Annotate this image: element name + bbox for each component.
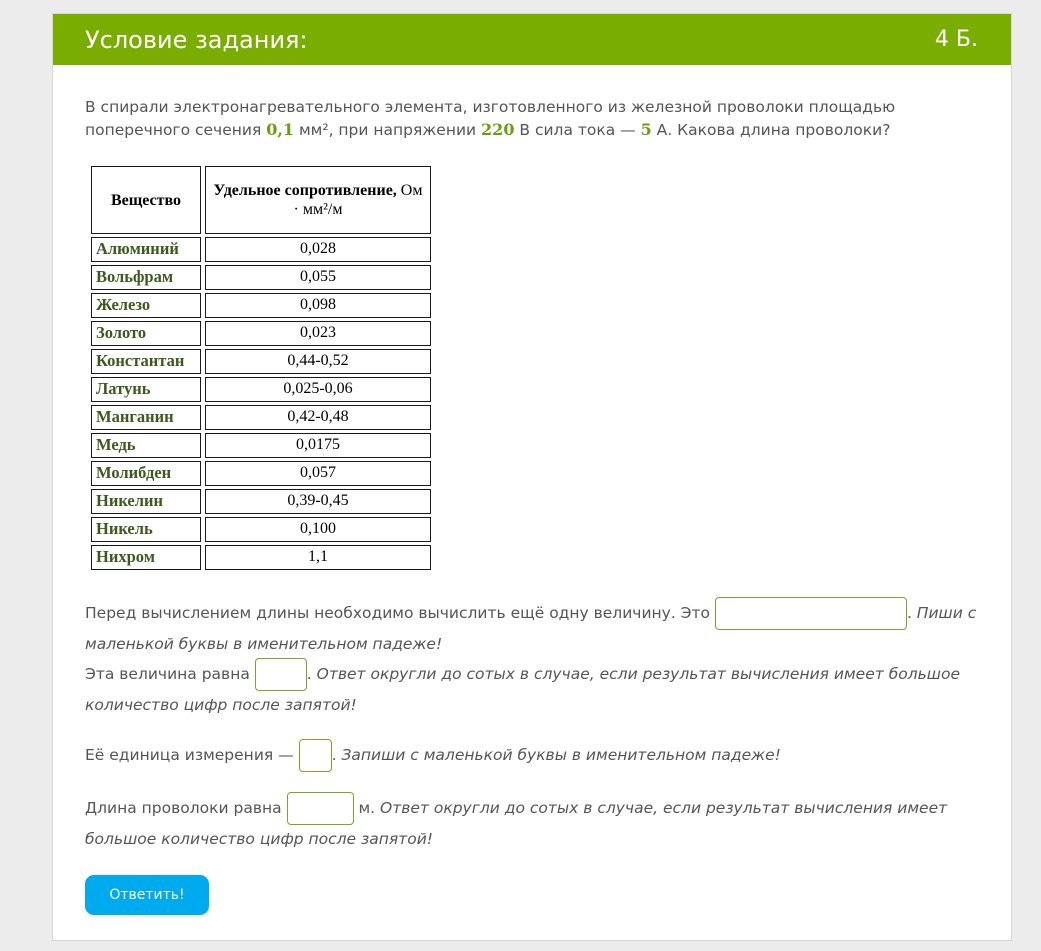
problem-text-2: мм², при напряжении bbox=[294, 120, 482, 139]
resistivity-value: 0,098 bbox=[205, 293, 431, 318]
substance-name: Вольфрам bbox=[91, 265, 201, 290]
table-row bbox=[91, 517, 431, 542]
problem-text-1: В спирали электронагревательного элемента, изготовленного из железной проволоки площадью поперечного сечения bbox=[85, 98, 896, 139]
q1-dot: . bbox=[906, 604, 912, 622]
q4-text: Длина проволоки равна bbox=[85, 799, 287, 817]
problem-statement bbox=[85, 96, 975, 141]
resistivity-value: 0,023 bbox=[205, 321, 431, 346]
task-card bbox=[52, 13, 1012, 941]
table-row bbox=[91, 405, 431, 430]
table-row bbox=[91, 461, 431, 486]
table-row bbox=[91, 265, 431, 290]
table-row bbox=[91, 237, 431, 262]
substance-name: Железо bbox=[91, 293, 201, 318]
table-row bbox=[91, 545, 431, 570]
resistivity-value: 0,025-0,06 bbox=[205, 377, 431, 402]
substance-name: Молибден bbox=[91, 461, 201, 486]
table-row bbox=[91, 349, 431, 374]
resistivity-value: 0,0175 bbox=[205, 433, 431, 458]
q3-hint: Запиши с маленькой буквы в именительном падеже! bbox=[336, 746, 781, 764]
table-row bbox=[91, 321, 431, 346]
resistivity-value: 1,1 bbox=[205, 545, 431, 570]
resistivity-value: 0,44-0,52 bbox=[205, 349, 431, 374]
question-block-2 bbox=[85, 739, 979, 772]
q1-hint: Пиши с маленькой буквы в именительном падеже! bbox=[85, 604, 977, 653]
substance-name: Манганин bbox=[91, 405, 201, 430]
q4-hint: Ответ округли до сотых в случае, если результат вычисления имеет большое количество цифр после запятой! bbox=[85, 799, 948, 848]
table-row bbox=[91, 293, 431, 318]
area-value: 0,1 bbox=[266, 119, 295, 139]
question-block-1 bbox=[85, 597, 979, 719]
problem-text-3: В сила тока — bbox=[514, 120, 641, 139]
quantity-value-input[interactable] bbox=[255, 658, 307, 691]
header-resistivity-unit: Ом · мм²/м bbox=[293, 182, 423, 218]
q3-dot: . bbox=[331, 746, 337, 764]
header-resistivity-label: Удельное сопротивление, bbox=[213, 182, 397, 199]
substance-name: Латунь bbox=[91, 377, 201, 402]
table-row bbox=[91, 489, 431, 514]
substance-name: Никель bbox=[91, 517, 201, 542]
substance-name: Алюминий bbox=[91, 237, 201, 262]
substance-name: Медь bbox=[91, 433, 201, 458]
q2-text: Эта величина равна bbox=[85, 665, 255, 683]
q2-hint: Ответ округли до сотых в случае, если результат вычисления имеет большое количество цифр после запятой! bbox=[85, 665, 960, 714]
resistivity-value: 0,39-0,45 bbox=[205, 489, 431, 514]
q2-dot: . bbox=[306, 665, 312, 683]
unit-input[interactable] bbox=[299, 739, 332, 772]
substance-name: Константан bbox=[91, 349, 201, 374]
table-header-row bbox=[91, 166, 431, 234]
length-input[interactable] bbox=[287, 792, 354, 825]
header-resistivity bbox=[205, 166, 431, 234]
voltage-value: 220 bbox=[481, 119, 515, 139]
problem-text-4: А. Какова длина проволоки? bbox=[651, 120, 891, 139]
resistivity-value: 0,42-0,48 bbox=[205, 405, 431, 430]
header-substance: Вещество bbox=[91, 166, 201, 234]
substance-name: Никелин bbox=[91, 489, 201, 514]
submit-button[interactable]: Ответить! bbox=[85, 875, 209, 915]
resistivity-value: 0,028 bbox=[205, 237, 431, 262]
resistivity-value: 0,057 bbox=[205, 461, 431, 486]
table-row bbox=[91, 433, 431, 458]
task-title: Условие задания: bbox=[85, 25, 308, 54]
resistivity-value: 0,100 bbox=[205, 517, 431, 542]
task-content bbox=[53, 65, 1011, 915]
substance-name: Нихром bbox=[91, 545, 201, 570]
question-block-3 bbox=[85, 792, 979, 853]
task-points: 4 Б. bbox=[934, 27, 978, 52]
current-value: 5 bbox=[640, 119, 652, 139]
resistivity-table bbox=[87, 163, 435, 573]
q3-text: Её единица измерения — bbox=[85, 746, 299, 764]
quantity-name-input[interactable] bbox=[715, 597, 907, 630]
task-header bbox=[53, 14, 1011, 65]
resistivity-value: 0,055 bbox=[205, 265, 431, 290]
substance-name: Золото bbox=[91, 321, 201, 346]
table-row bbox=[91, 377, 431, 402]
q4-unit: м. bbox=[353, 799, 376, 817]
q1-text: Перед вычислением длины необходимо вычислить ещё одну величину. Это bbox=[85, 604, 715, 622]
